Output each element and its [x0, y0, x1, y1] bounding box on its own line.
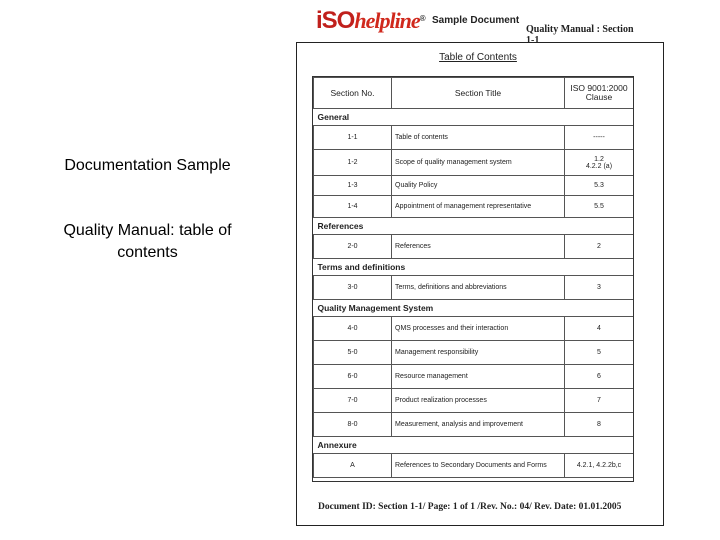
toc-row	[314, 454, 634, 478]
toc-section-title: References to Secondary Documents and Forms	[392, 454, 565, 478]
toc-section-title: Management responsibility	[392, 341, 565, 365]
toc-section-no: 6-0	[314, 365, 392, 389]
toc-row	[314, 276, 634, 300]
toc-clause: 4.2.1, 4.2.2b,c	[565, 454, 634, 478]
toc-section-no: 1-2	[314, 150, 392, 176]
toc-clause: 5.5	[565, 196, 634, 218]
toc-row	[314, 176, 634, 196]
toc-clause: 4	[565, 317, 634, 341]
toc-row	[314, 389, 634, 413]
toc-clause: -----	[565, 126, 634, 150]
col-iso-clause: ISO 9001:2000 Clause	[565, 78, 634, 109]
toc-group-row	[314, 218, 634, 235]
document-footer: Document ID: Section 1-1/ Page: 1 of 1 /Rev. No.: 04/ Rev. Date: 01.01.2005	[318, 502, 622, 512]
toc-row	[314, 235, 634, 259]
toc-section-no: 8-0	[314, 413, 392, 437]
toc-clause: 1.2 4.2.2 (a)	[565, 150, 634, 176]
toc-section-title: Table of contents	[392, 126, 565, 150]
section-header: Quality Manual : Section 1-1	[526, 24, 634, 46]
toc-section-no: 1-1	[314, 126, 392, 150]
toc-section-title: Measurement, analysis and improvement	[392, 413, 565, 437]
toc-row	[314, 365, 634, 389]
toc-section-no: 4-0	[314, 317, 392, 341]
toc-clause: 5	[565, 341, 634, 365]
toc-row	[314, 413, 634, 437]
toc-header-row	[314, 78, 634, 109]
toc-section-no: 1-3	[314, 176, 392, 196]
toc-section-no: 5-0	[314, 341, 392, 365]
sample-document-label: Sample Document	[432, 15, 520, 26]
toc-group-name: Terms and definitions	[314, 259, 634, 276]
toc-section-title: Quality Policy	[392, 176, 565, 196]
toc-row	[314, 317, 634, 341]
toc-section-title: Scope of quality management system	[392, 150, 565, 176]
toc-row	[314, 126, 634, 150]
toc-frame	[312, 76, 634, 482]
toc-section-title: Appointment of management representative	[392, 196, 565, 218]
toc-row	[314, 150, 634, 176]
toc-clause: 5.3	[565, 176, 634, 196]
toc-group-row	[314, 300, 634, 317]
toc-clause: 2	[565, 235, 634, 259]
toc-group-name: Annexure	[314, 437, 634, 454]
toc-group-name: General	[314, 109, 634, 126]
toc-clause: 7	[565, 389, 634, 413]
isohelpline-logo	[316, 6, 425, 36]
toc-clause: 6	[565, 365, 634, 389]
toc-section-title: Resource management	[392, 365, 565, 389]
toc-section-title: References	[392, 235, 565, 259]
toc-row	[314, 341, 634, 365]
toc-section-no: 2-0	[314, 235, 392, 259]
toc-section-title: Product realization processes	[392, 389, 565, 413]
toc-section-title: Terms, definitions and abbreviations	[392, 276, 565, 300]
toc-clause: 8	[565, 413, 634, 437]
toc-section-no: 1-4	[314, 196, 392, 218]
toc-group-row	[314, 437, 634, 454]
toc-group-row	[314, 259, 634, 276]
toc-section-no: A	[314, 454, 392, 478]
logo-iso: iSO	[316, 7, 355, 34]
toc-clause: 3	[565, 276, 634, 300]
toc-section-title: QMS processes and their interaction	[392, 317, 565, 341]
logo-helpline: helpline	[354, 8, 420, 33]
toc-section-no: 3-0	[314, 276, 392, 300]
slide-heading: Documentation Sample	[64, 157, 231, 174]
toc-group-name: Quality Management System	[314, 300, 634, 317]
toc-row	[314, 196, 634, 218]
toc-table	[313, 77, 634, 478]
toc-group-row	[314, 109, 634, 126]
document-header	[316, 6, 636, 46]
col-section-no: Section No.	[314, 78, 392, 109]
slide-caption: Quality Manual: table of contents	[63, 222, 232, 261]
logo-registered: ®	[419, 14, 425, 23]
toc-group-name: References	[314, 218, 634, 235]
toc-title: Table of Contents	[439, 52, 517, 63]
toc-section-no: 7-0	[314, 389, 392, 413]
col-section-title: Section Title	[392, 78, 565, 109]
